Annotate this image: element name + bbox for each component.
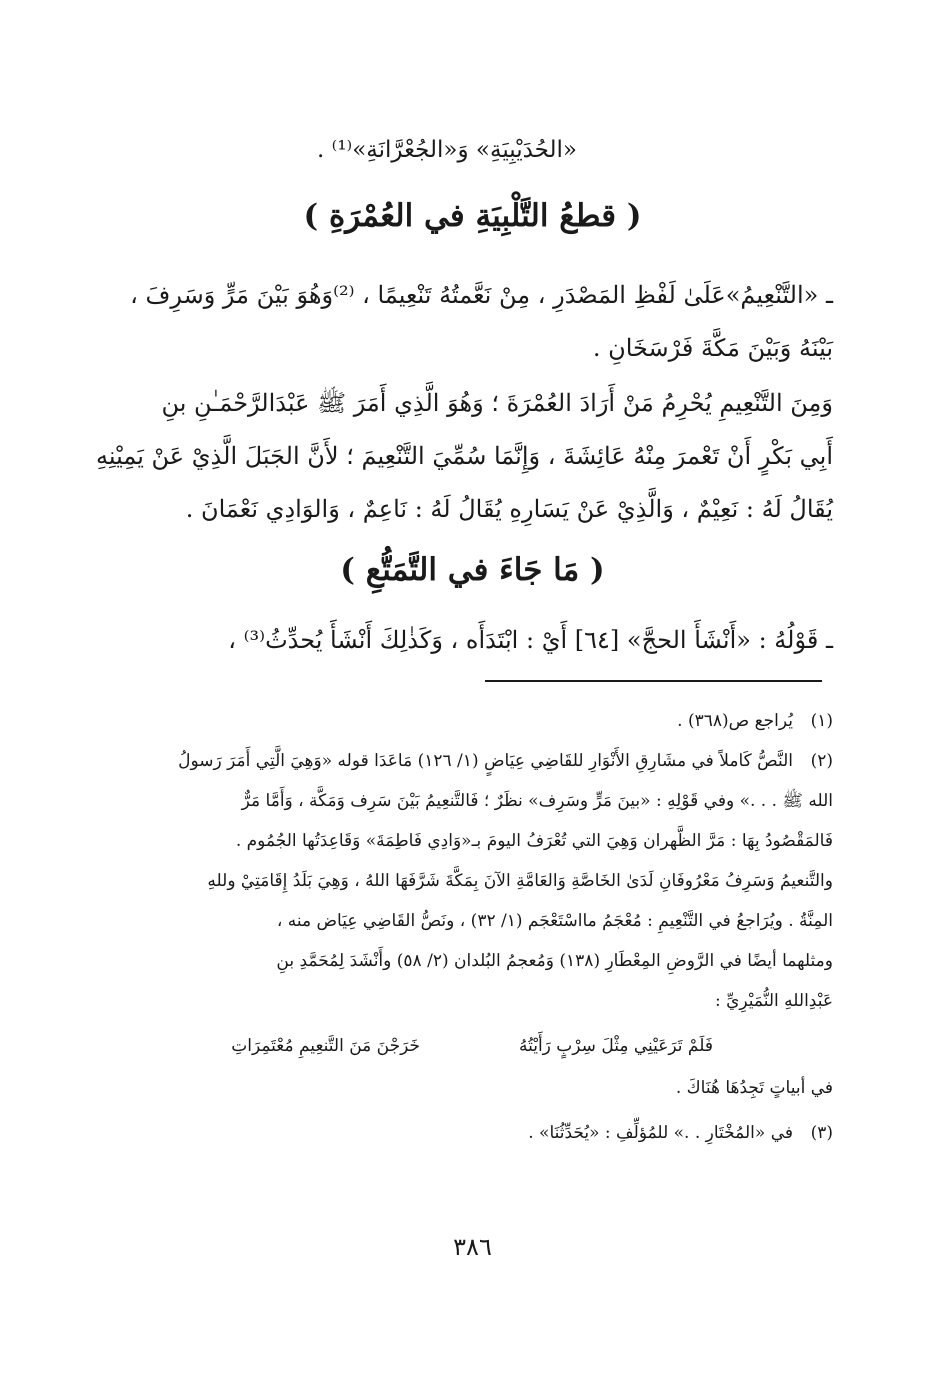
footnote-number: (٢) [810,751,833,771]
page-number: ٣٨٦ [453,1233,492,1261]
paragraph-line: ـ «التَّنْعِيمُ»عَلَىٰ لَفْظِ المَصْدَرِ ، مِنْ نَعَّمتُهُ تَنْعِيمًا ، ⁽²⁾وَهُوَ بَيْنَ مَرٍّ وَسَرِفَ ، [130,281,833,309]
verse-second-hemistich: خَرَجْنَ مَنَ التَّنعِيمِ مُعْتَمِرَاتِ [231,1036,420,1056]
opening-line: «الحُدَيْبِيَةِ» وَ«الجُعْرَّانَةِ»⁽¹⁾ . [317,137,577,163]
footnote-text: الله ﷺ . . .» وفي قَوْلِهِ : «بينَ مَرٍّ وسَرِف» نظَرٌ ؛ فَالتَّنعِيمُ بَيْنَ سَرِف وَمَكَّة ، وَأَمَّا مَرٌّ [241,791,833,811]
footnote-text: في «المُخْتَارِ . .» للمُؤلِّفِ : «يُحَدِّثُنَا» . [528,1123,793,1143]
footnote-separator [485,680,822,682]
footnote-number: (١) [810,711,833,731]
verse-first-hemistich: فَلَمْ تَرَعَيْنِي مِثْلَ سِرْبٍ رَأَيْتُهُ [518,1036,713,1056]
footnote-text: ومثلهما أيضًا في الرَّوضِ المِعْطَارِ (١٣٨) وَمُعجمُ البُلدان (٢/ ٥٨) وأَنْشَدَ لِمُحَمَّدِ بنِ [276,951,833,971]
footnote-number: (٣) [810,1123,833,1143]
section-heading-tamattu: ( مَا جَاءَ في التَّمَتُّعِ ) [340,552,605,588]
paragraph-line: يُقَالُ لَهُ : نَعِيْمٌ ، وَالَّذِيْ عَنْ يَسَارِهِ يُقَالُ لَهُ : نَاعِمٌ ، وَالوَادِي نَعْمَانَ . [185,495,833,523]
paragraph-line: ـ قَوْلُهُ : «أَنْشَأَ الحجَّ» [٦٤] أَيْ : ابْتَدَأَه ، وَكَذٰلِكَ أَنْشَأَ يُحدِّثُ⁽³⁾ ، [228,626,833,654]
footnote-text: فَالمَقْصُودُ بِهَا : مَرَّ الظَّهران وَهِيَ التي تُعْرَفُ اليومَ بـ«وَادِي فَاطِمَةَ» وَقَاعِدَتُها الجُمُوم . [235,831,833,851]
footnote-text: في أبياتٍ تَجِدُهَا هُنَاكَ . [675,1078,833,1098]
footnote-text: يُراجع ص(٣٦٨) . [677,711,793,731]
paragraph-line: أَبِي بَكْرٍ أَنْ تَعْمرَ مِنْهُ عَائِشَةَ ، وَإِنَّمَا سُمِّيَ التَّنْعِيمَ ؛ لأَنَّ الجَبَلَ الَّذِيْ عَنْ يَمِيْنِهِ [96,442,833,470]
paragraph-line: وَمِنَ التَّنْعِيمِ يُحْرِمُ مَنْ أَرَادَ العُمْرَةَ ؛ وَهُوَ الَّذِي أَمَرَ ﷺ عَبْدَالرَّحْمَـٰنِ بنِ [161,389,833,417]
footnote-text: النَّصُّ كَاملاً في مشَارِقِ الأَنْوَارِ للقَاضِي عِيَاضٍ (١/ ١٢٦) مَاعَدَا قوله «وَهِيَ الَّتِي أَمَرَ رَسولُ [178,751,793,771]
paragraph-line: بَيْنَهُ وَبَيْنَ مَكَّةَ فَرْسَخَانِ . [592,334,833,362]
footnote-text: والتَّنعيمُ وَسَرِفُ مَعْرُوفَانِ لَدَىٰ الخَاصَّةِ وَالعَامَّةِ الآنَ بِمَكَّةَ شَرَّفَهَا اللهُ ، وَهِيَ بَلَدُ إِقَامَتِيْ وللهِ [207,871,833,891]
section-heading-umrah: ( قطعُ التَّلْبِيَةِ في العُمْرَةِ ) [303,198,642,234]
footnote-text: عَبْدِاللهِ النُّمَيْرِيِّ : [714,991,833,1011]
footnote-text: المِنَّةُ . ويُرَاجعُ في التَّنْعِيمِ : مُعْجَمُ مااسْتَعْجَم (١/ ٣٢) ، ونَصُّ القَاضِي عِيَاض منه ، [276,911,833,931]
